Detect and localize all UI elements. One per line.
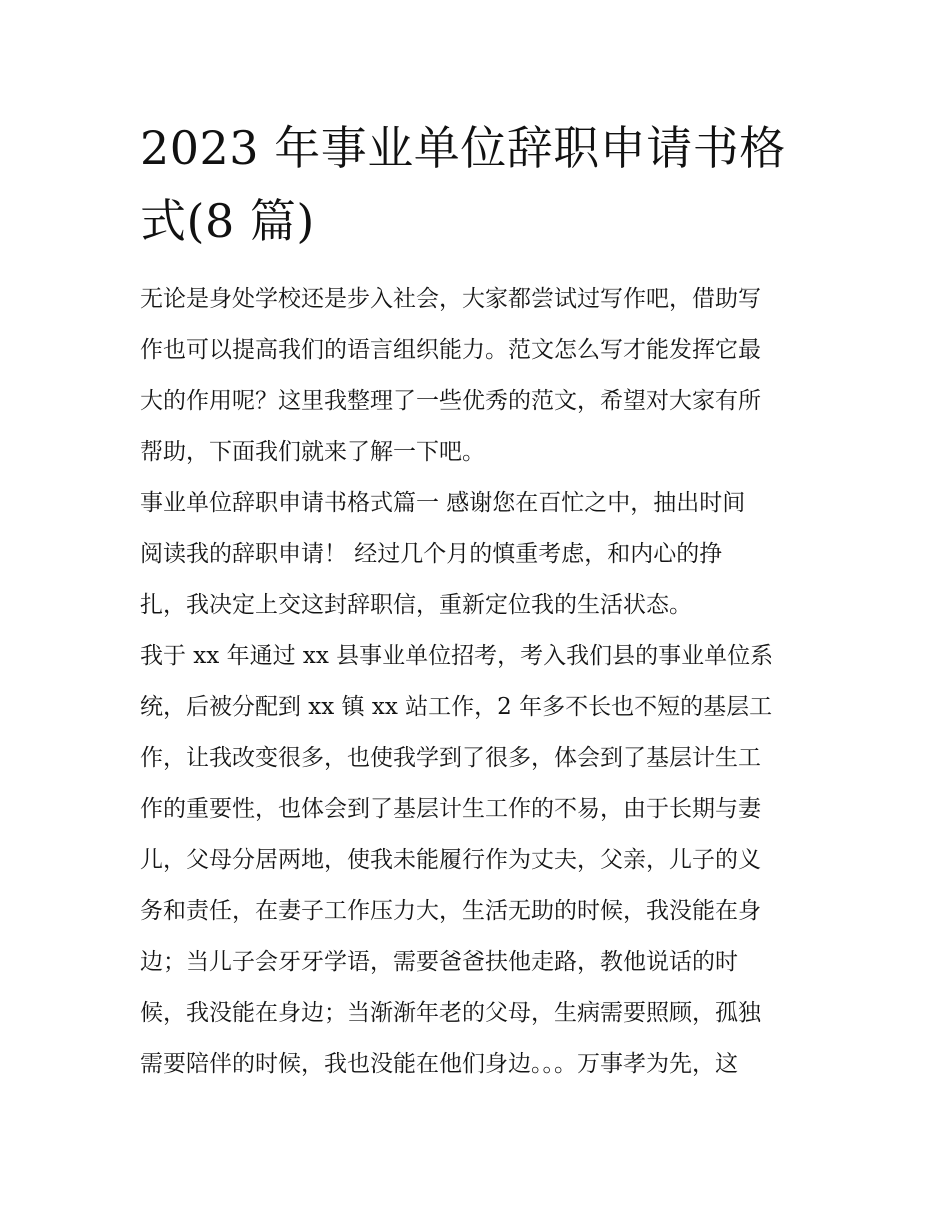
body-line: 作的重要性，也体会到了基层计生工作的不易，由于长期与妻 [140,796,761,822]
title-line-1: 2023 年事业单位辞职申请书格 [140,121,786,175]
body-line: 儿，父母分居两地，使我未能履行作为丈夫，父亲，儿子的义 [140,847,761,873]
document-title [140,112,820,258]
body-line: 候，我没能在身边；当渐渐年老的父母，生病需要照顾，孤独 [140,1000,761,1026]
body-line: 事业单位辞职申请书格式篇一 感谢您在百忙之中，抽出时间 [140,490,746,516]
body-line: 需要陪伴的时候，我也没能在他们身边。。。万事孝为先，这 [140,1051,738,1077]
body-line: 边；当儿子会牙牙学语，需要爸爸扶他走路，教他说话的时 [140,949,738,975]
body-line: 帮助，下面我们就来了解一下吧。 [140,439,485,465]
body-line: 扎，我决定上交这封辞职信，重新定位我的生活状态。 [140,592,692,618]
body-line: 务和责任，在妻子工作压力大，生活无助的时候，我没能在身 [140,898,761,924]
body-line: 作，让我改变很多，也使我学到了很多，体会到了基层计生工 [140,745,761,771]
body-line: 无论是身处学校还是步入社会，大家都尝试过写作吧，借助写 [140,286,761,312]
body-line: 统，后被分配到 xx 镇 xx 站工作，2 年多不长也不短的基层工 [140,694,773,720]
document-body [140,274,812,1090]
body-line: 阅读我的辞职申请！ 经过几个月的慎重考虑，和内心的挣 [140,541,723,567]
body-line: 大的作用呢？这里我整理了一些优秀的范文，希望对大家有所 [140,388,761,414]
body-line: 作也可以提高我们的语言组织能力。范文怎么写才能发挥它最 [140,337,761,363]
body-line: 我于 xx 年通过 xx 县事业单位招考，考入我们县的事业单位系 [140,643,774,669]
title-line-2: 式(8 篇) [140,194,315,248]
